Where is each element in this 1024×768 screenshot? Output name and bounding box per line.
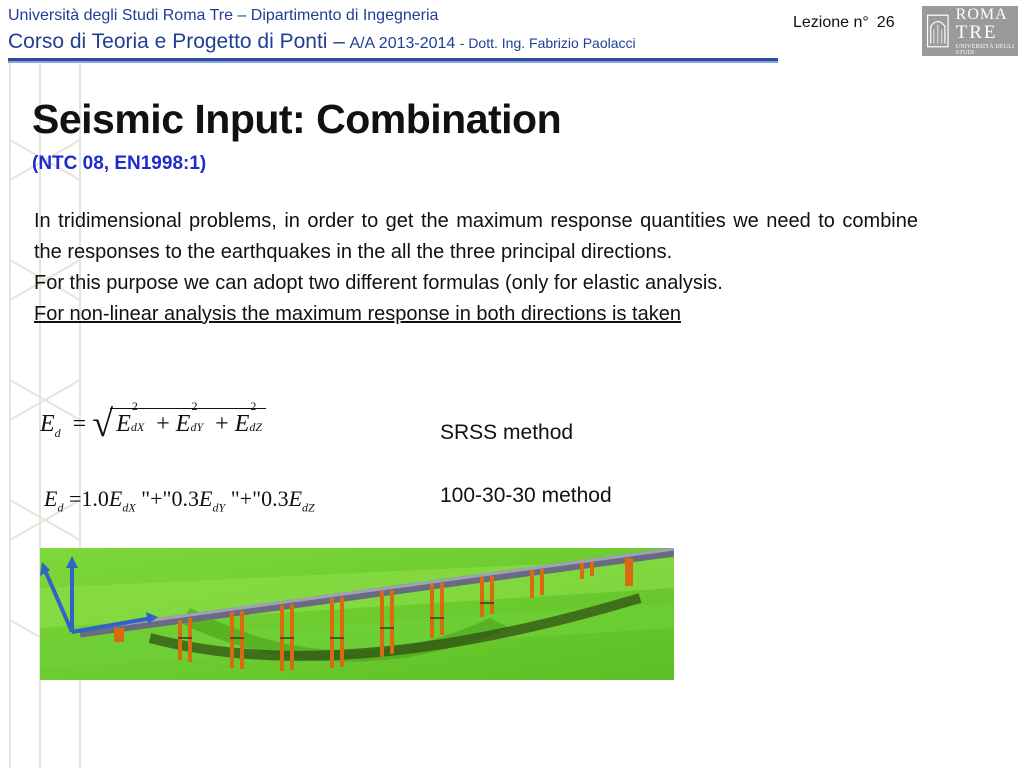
coef-3: 0.3: [261, 486, 289, 511]
logo-subtitle: UNIVERSITÀ DEGLI STUDI: [955, 43, 1015, 56]
roma-tre-emblem-icon: [926, 9, 950, 53]
coef-1: 1.0: [81, 486, 109, 511]
slide-subtitle: (NTC 08, EN1998:1): [32, 153, 207, 174]
plus-2: "+": [230, 486, 262, 511]
coef-2: 0.3: [171, 486, 200, 511]
header-course-line: [8, 30, 636, 54]
srss-formula: $E_d$ = √ E 2 dX + E 2 dY + E 2 dZ: [40, 408, 266, 452]
logo-text: [956, 7, 1018, 56]
percentage-method-label: 100-30-30 method: [440, 484, 612, 507]
header-course: Corso di Teoria e Progetto di Ponti –: [8, 30, 345, 53]
lesson-label: Lezione n°: [793, 14, 869, 31]
header-divider: [8, 58, 778, 63]
srss-method-label: SRSS method: [440, 421, 574, 444]
lesson-indicator: [793, 14, 895, 32]
body-paragraph-3: For non-linear analysis the maximum response in both directions is taken: [34, 303, 681, 325]
slide-body: [34, 206, 918, 330]
percentage-formula: $E_d =1.0E_{dX}$ "$+"0.3E_{dY}$ "$+"0.3E_{dZ}$: [44, 486, 315, 515]
plus-1: "+": [141, 486, 172, 511]
body-paragraph-1: In tridimensional problems, in order to get the maximum response quantities we need to combine the responses to the earthquakes in the all the three principal directions.: [34, 210, 918, 263]
logo-roma: ROMA: [955, 5, 1008, 23]
logo-tre: TRE: [955, 21, 998, 43]
body-paragraph-2: For this purpose we can adopt two different formulas (only for elastic analysis.: [34, 272, 723, 294]
bridge-model-image: [40, 548, 674, 680]
header-university: Università degli Studi Roma Tre – Dipartimento di Ingegneria: [8, 7, 439, 24]
slide-title: Seismic Input: Combination: [32, 96, 562, 142]
header-author: - Dott. Ing. Fabrizio Paolacci: [459, 35, 636, 51]
university-logo: [922, 6, 1018, 56]
lesson-number: 26: [876, 14, 895, 31]
header-year: A/A 2013-2014: [349, 35, 456, 52]
